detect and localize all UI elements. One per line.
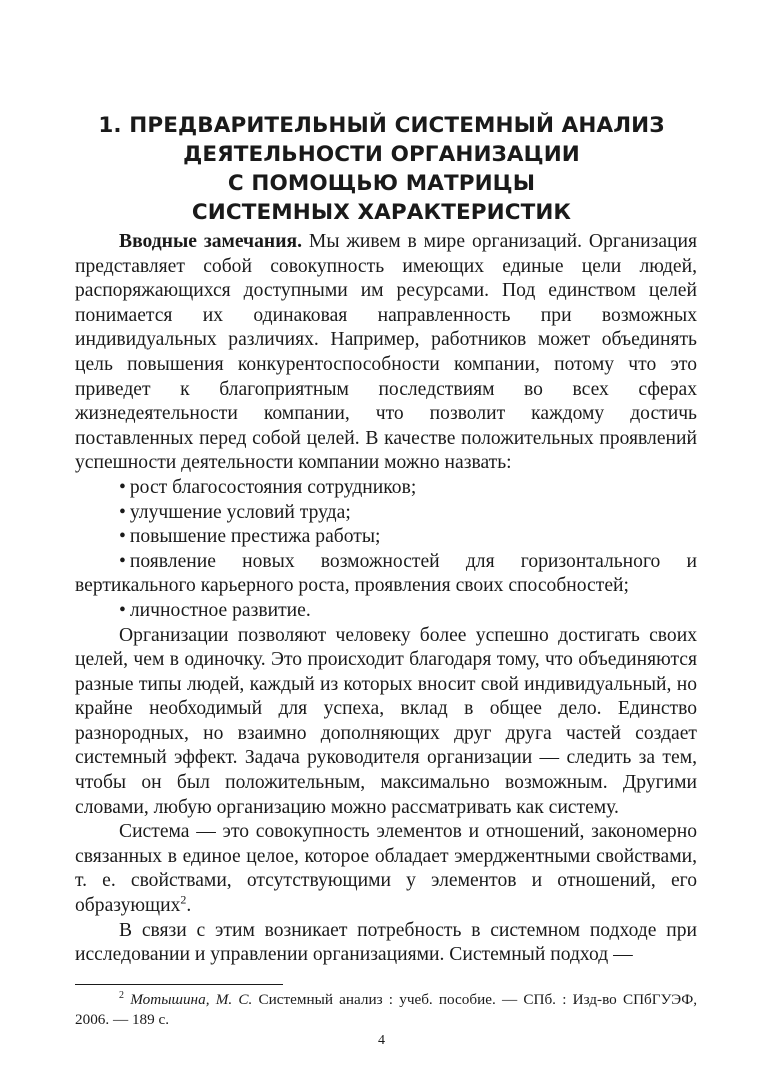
bullet-text: появление новых возможностей для горизонтального и вертикального карьерного роста, проявления своих способностей; (75, 550, 697, 597)
bullet-item (75, 550, 697, 599)
intro-text: Мы живем в мире организаций. Организация представляет собой совокупность имеющих единые цели людей, распоряжающихся доступными им ресурсами. Под единством целей понимается их одинаковая направленность при возможных индивидуальных различиях. Например, работников может объединять цель повышения конкурентоспособности компании, потому что это приведет к благоприятным последствиям во всех сферах жизнедеятельности компании, что позволит каждому достичь поставленных перед собой целей. В качестве положительных проявлений успешности деятельности компании можно назвать: (75, 231, 697, 474)
bullet-item (75, 599, 697, 624)
intro-lead: Вводные замечания. (119, 231, 302, 252)
footnote-number: 2 (119, 989, 124, 1001)
bullet-icon: • (119, 526, 126, 548)
system-definition-paragraph (75, 820, 697, 918)
page-number: 4 (378, 1033, 385, 1048)
bullet-icon: • (119, 550, 126, 572)
footnote-author: Мотышина, М. С. (130, 991, 253, 1008)
system-definition-text: Система — это совокупность элементов и отношений, закономерно связанных в единое целое, которое обладает эмерджентными свойствами, т. е. свойствами, отсутствующими у элементов и отношений, его образующих (75, 821, 697, 917)
bullet-item (75, 476, 697, 501)
bullet-text: повышение престижа работы; (129, 526, 381, 548)
organizations-paragraph: Организации позволяют человеку более успешно достигать своих целей, чем в одиночку. Это происходит благодаря тому, что объединяются разные типы людей, каждый из которых вносит свой индивидуальный, но крайне необходимый для успеха, вклад в общее дело. Единство разнородных, но взаимно дополняющих друг друга частей создает системный эффект. Задача руководителя организации — следить за тем, чтобы он был положительным, максимально возможным. Другими словами, любую организацию можно рассматривать как систему. (75, 624, 697, 818)
bullet-text: личностное развитие. (129, 599, 311, 621)
footnote (75, 990, 697, 1030)
bullet-icon: • (119, 476, 126, 498)
footnote-text: Системный анализ : учеб. пособие. — СПб. : Изд-во СПбГУЭФ, 2006. — 189 с. (75, 991, 698, 1028)
bullet-icon: • (119, 599, 126, 621)
bullet-text: улучшение условий труда; (129, 501, 351, 523)
chapter-title (60, 111, 703, 227)
bullet-list (75, 476, 697, 624)
intro-paragraph (75, 230, 697, 476)
chapter-title-line: ДЕЯТЕЛЬНОСТИ ОРГАНИЗАЦИИ (183, 142, 580, 167)
bullet-icon: • (119, 501, 126, 523)
bullet-item (75, 501, 697, 526)
footnote-divider (75, 984, 283, 985)
chapter-title-line: С ПОМОЩЬЮ МАТРИЦЫ (227, 171, 536, 196)
body-text (75, 230, 697, 968)
chapter-title-line: 1. ПРЕДВАРИТЕЛЬНЫЙ СИСТЕМНЫЙ АНАЛИЗ (98, 113, 665, 138)
footnote-reference[interactable]: 2 (180, 892, 187, 907)
bullet-item (75, 525, 697, 550)
systems-approach-paragraph: В связи с этим возникает потребность в системном подходе при исследовании и управлении организациями. Системный подход — (75, 919, 697, 966)
system-definition-end: . (186, 895, 192, 917)
chapter-title-line: СИСТЕМНЫХ ХАРАКТЕРИСТИК (191, 200, 572, 225)
bullet-text: рост благосостояния сотрудников; (129, 476, 417, 498)
